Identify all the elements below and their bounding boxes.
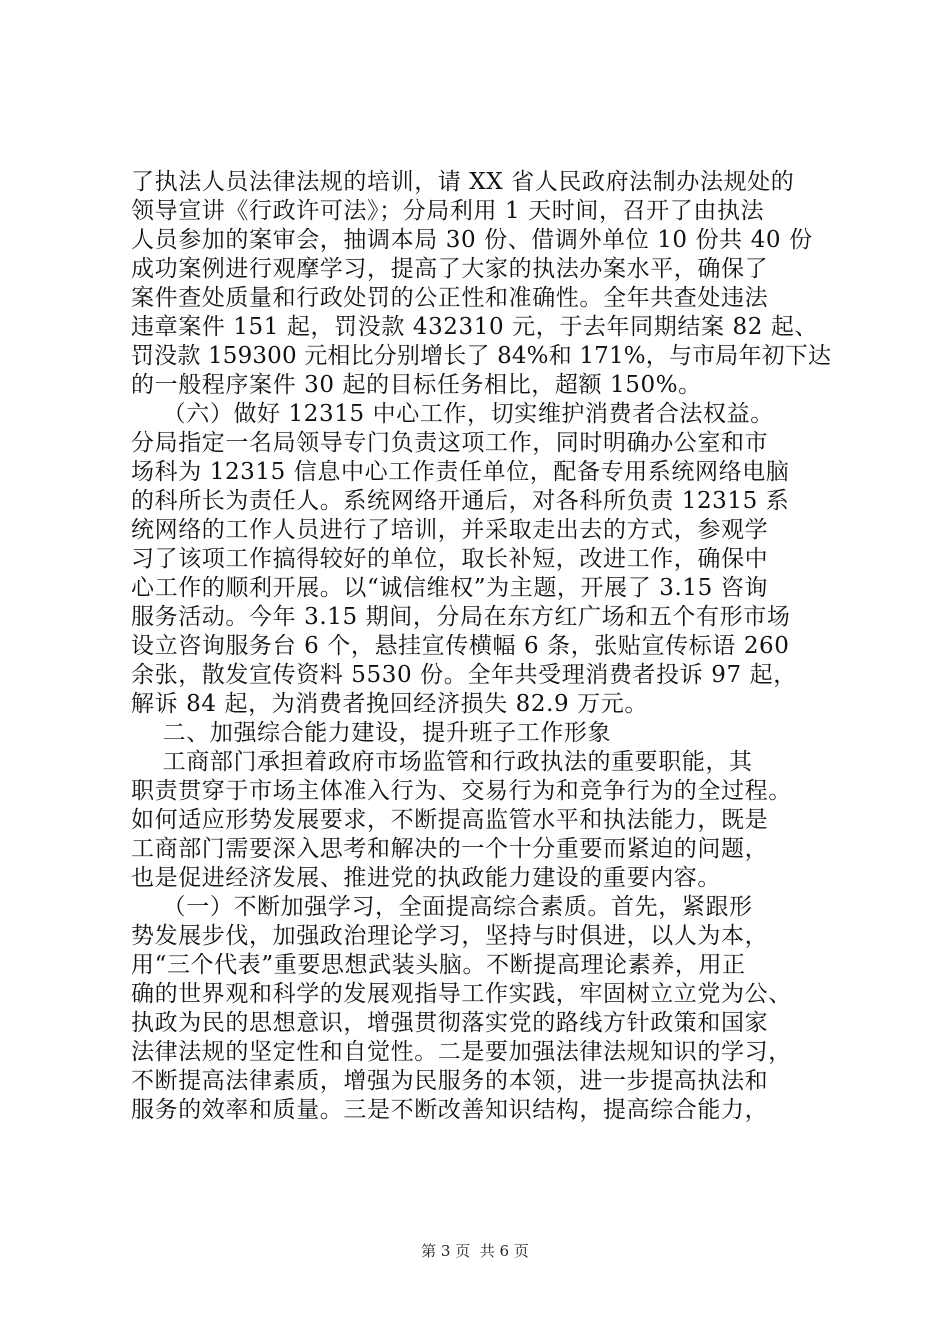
text-line: 领导宣讲《行政许可法》；分局利用 1 天时间，召开了由执法 [131, 198, 765, 224]
text-line: 统网络的工作人员进行了培训，并采取走出去的方式，参观学 [131, 517, 769, 543]
text-line: 设立咨询服务台 6 个，悬挂宣传横幅 6 条，张贴宣传标语 260 [131, 633, 790, 659]
text-line: 势发展步伐，加强政治理论学习，坚持与时俱进，以人为本， [131, 923, 769, 949]
text-line: 服务的效率和质量。三是不断改善知识结构，提高综合能力， [131, 1097, 769, 1123]
text-line: 服务活动。今年 3.15 期间，分局在东方红广场和五个有形市场 [131, 604, 791, 630]
text-line: 成功案例进行观摩学习，提高了大家的执法办案水平，确保了 [131, 256, 769, 282]
text-line: 执政为民的思想意识，增强贯彻落实党的路线方针政策和国家 [131, 1010, 769, 1036]
text-line: 的一般程序案件 30 起的目标任务相比，超额 150%。 [131, 372, 702, 398]
text-line: 用“三个代表”重要思想武装头脑。不断提高理论素养，用正 [131, 952, 746, 978]
text-line: 如何适应形势发展要求，不断提高监管水平和执法能力，既是 [131, 807, 769, 833]
text-line: 工商部门承担着政府市场监管和行政执法的重要职能，其 [131, 749, 753, 775]
text-line: 习了该项工作搞得较好的单位，取长补短，改进工作，确保中 [131, 546, 769, 572]
text-line: 解诉 84 起，为消费者挽回经济损失 82.9 万元。 [131, 691, 648, 717]
text-line: 也是促进经济发展、推进党的执政能力建设的重要内容。 [131, 865, 721, 891]
text-line: 二、加强综合能力建设，提升班子工作形象 [131, 720, 612, 746]
text-line: 不断提高法律素质，增强为民服务的本领，进一步提高执法和 [131, 1068, 769, 1094]
text-line: 法律法规的坚定性和自觉性。二是要加强法律法规知识的学习， [131, 1039, 792, 1065]
text-line: （六）做好 12315 中心工作，切实维护消费者合法权益。 [131, 401, 774, 427]
text-line: 的科所长为责任人。系统网络开通后，对各科所负责 12315 系 [131, 488, 790, 514]
text-line: 违章案件 151 起，罚没款 432310 元，于去年同期结案 82 起、 [131, 314, 819, 340]
text-line: 分局指定一名局领导专门负责这项工作，同时明确办公室和市 [131, 430, 769, 456]
text-line: 人员参加的案审会，抽调本局 30 份、借调外单位 10 份共 40 份 [131, 227, 813, 253]
text-line: 案件查处质量和行政处罚的公正性和准确性。全年共查处违法 [131, 285, 769, 311]
text-line: 余张，散发宣传资料 5530 份。全年共受理消费者投诉 97 起， [131, 662, 797, 688]
text-line: 场科为 12315 信息中心工作责任单位，配备专用系统网络电脑 [131, 459, 790, 485]
text-line: 确的世界观和科学的发展观指导工作实践，牢固树立立党为公、 [131, 981, 792, 1007]
text-line: 心工作的顺利开展。以“诚信维权”为主题，开展了 3.15 咨询 [131, 575, 768, 601]
text-line: 职责贯穿于市场主体准入行为、交易行为和竞争行为的全过程。 [131, 778, 792, 804]
text-line: 罚没款 159300 元相比分别增长了 84%和 171%，与市局年初下达 [131, 343, 832, 369]
text-line: （一）不断加强学习，全面提高综合素质。首先，紧跟形 [131, 894, 753, 920]
page-footer: 第 3 页 共 6 页 [421, 1242, 529, 1260]
body-text [131, 168, 831, 1125]
text-line: 工商部门需要深入思考和解决的一个十分重要而紧迫的问题， [131, 836, 769, 862]
text-line: 了执法人员法律法规的培训，请 XX 省人民政府法制办法规处的 [131, 169, 795, 195]
